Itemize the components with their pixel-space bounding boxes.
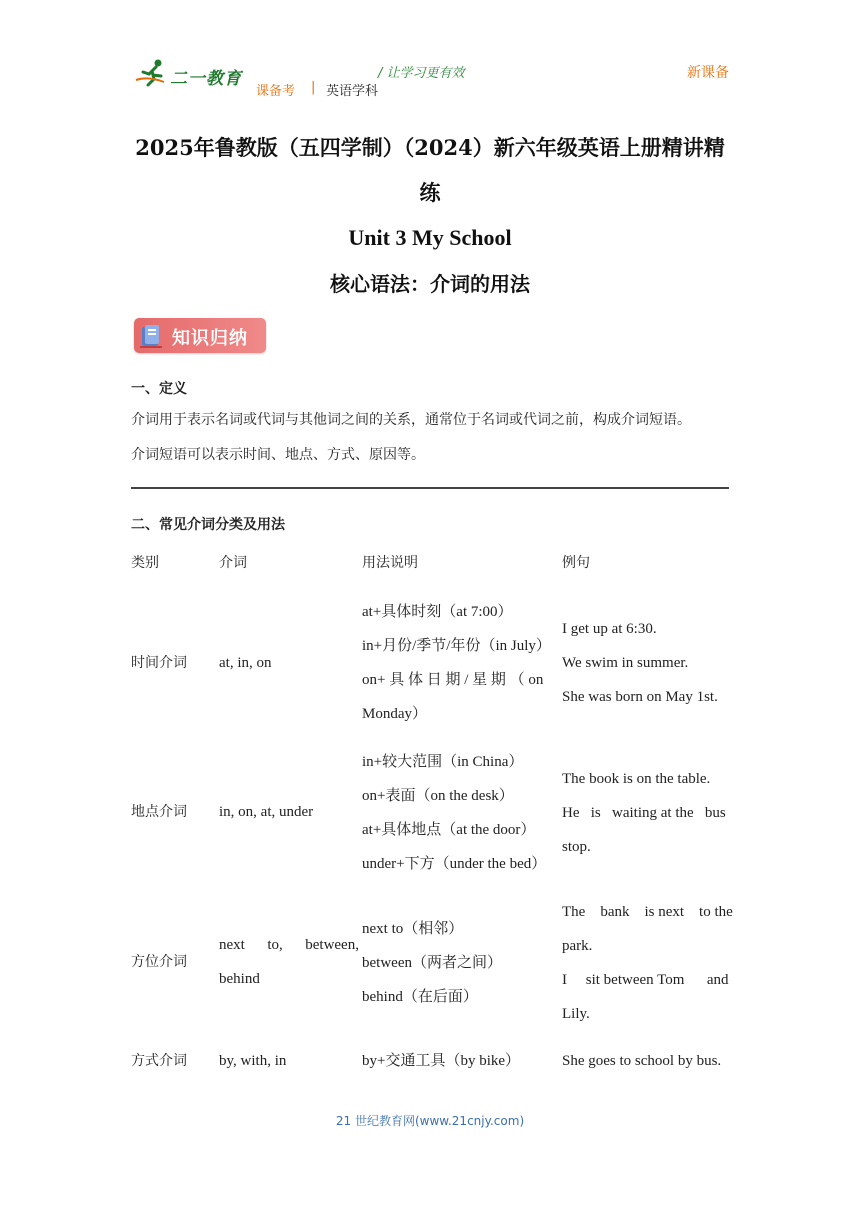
table-row-example: The book is on the table. (562, 771, 711, 787)
header-sub-right: 英语学科 (326, 84, 379, 99)
table-row-example: stop. (562, 839, 591, 855)
table-row-usage: in+月份/季节/年份（in July） (362, 638, 551, 654)
runner-logo-icon (134, 58, 168, 88)
table-row-example: We swim in summer. (562, 655, 689, 671)
definition-line2: 介词短语可以表示时间、地点、方式、原因等。 (131, 447, 425, 463)
definition-line1: 介词用于表示名词或代词与其他词之间的关系，通常位于名词或代词之前，构成介词短语。 (131, 412, 691, 428)
table-row-usage: on+ 具 体 日 期 / 星 期 （ on (362, 672, 544, 688)
section1-heading: 一、定义 (131, 381, 187, 397)
column-header-usage: 用法说明 (362, 555, 418, 571)
column-header-category: 类别 (131, 555, 159, 571)
table-row-example: She was born on May 1st. (562, 689, 718, 705)
header-sub-left: 课备考 (256, 84, 296, 99)
table-row-usage: on+表面（on the desk） (362, 788, 514, 804)
document-title-line2: 练 (419, 180, 441, 205)
section-divider (131, 487, 729, 489)
table-row-example: He is waiting at the bus (562, 805, 726, 821)
section2-heading: 二、常见介词分类及用法 (131, 517, 285, 533)
header-new-label: 新课备 (687, 65, 729, 81)
table-row-usage: at+具体地点（at the door） (362, 822, 536, 838)
logo-text: 二一教育 (170, 69, 242, 89)
table-row-category: 方式介词 (131, 1053, 187, 1069)
table-row-preps: next to, between, (219, 937, 359, 953)
table-row-example: She goes to school by bus. (562, 1053, 722, 1069)
table-row-usage: under+下方（under the bed） (362, 856, 547, 872)
table-row-usage: in+较大范围（in China） (362, 754, 524, 770)
table-row-preps: behind (219, 971, 260, 987)
table-row-category: 地点介词 (131, 804, 187, 820)
header-separator: | (311, 80, 316, 95)
document-title-line1: 2025年鲁教版（五四学制）（2024）新六年级英语上册精讲精 (135, 135, 725, 160)
page-footer: 21 世纪教育网(www.21cnjy.com) (335, 1114, 525, 1128)
table-row-category: 方位介词 (131, 954, 187, 970)
table-row-usage: Monday） (362, 706, 427, 722)
table-row-usage: behind（在后面） (362, 989, 478, 1005)
table-row-usage: next to（相邻） (362, 921, 464, 937)
table-row-preps: in, on, at, under (219, 804, 314, 820)
knowledge-badge (134, 318, 266, 353)
column-header-example: 例句 (562, 555, 590, 571)
badge-label: 知识归纳 (172, 328, 248, 349)
table-row-example: park. (562, 938, 593, 954)
column-header-preposition: 介词 (219, 555, 247, 571)
table-row-category: 时间介词 (131, 655, 187, 671)
table-row-preps: at, in, on (219, 655, 272, 671)
table-row-example: Lily. (562, 1006, 590, 1022)
table-row-preps: by, with, in (219, 1053, 287, 1069)
table-row-example: The bank is next to the (562, 904, 733, 920)
page-header (0, 0, 860, 110)
book-icon (140, 323, 162, 348)
table-row-example: I sit between Tom and (562, 972, 729, 988)
unit-title: Unit 3 My School (348, 225, 512, 250)
table-row-usage: between（两者之间） (362, 955, 502, 971)
header-slogan: / 让学习更有效 (378, 66, 465, 81)
topic-title: 核心语法：介词的用法 (330, 272, 530, 296)
table-row-usage: at+具体时刻（at 7:00） (362, 604, 513, 620)
table-row-usage: by+交通工具（by bike） (362, 1053, 521, 1069)
table-row-example: I get up at 6:30. (562, 621, 657, 637)
